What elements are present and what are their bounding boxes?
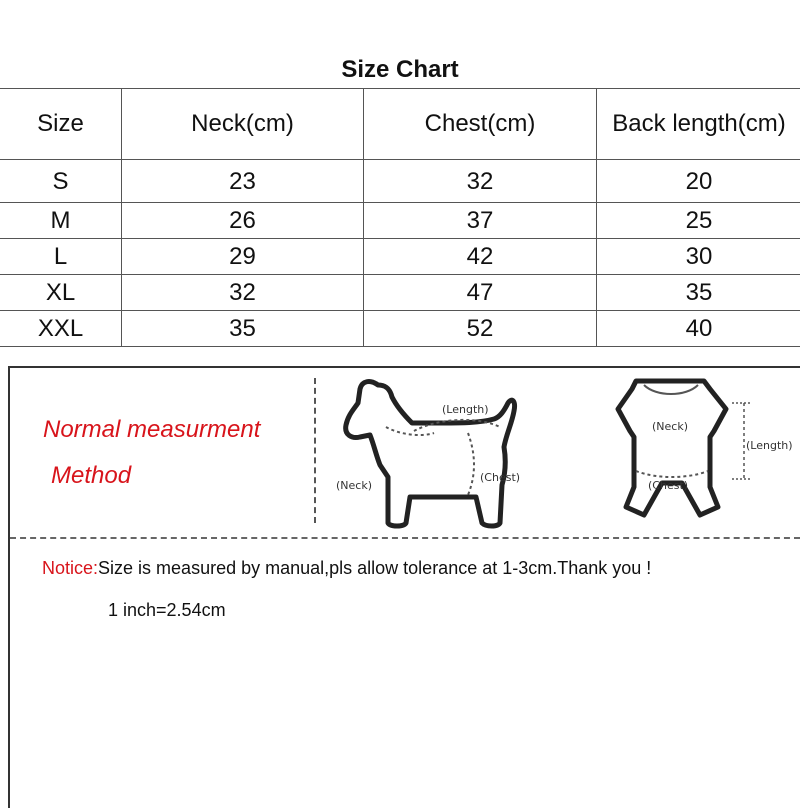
cell-size: L — [0, 239, 122, 275]
label-chest: (Chest) — [480, 471, 520, 484]
header-chest: Chest(cm) — [364, 89, 597, 160]
cell-neck: 35 — [122, 311, 364, 347]
cell-size: XL — [0, 275, 122, 311]
header-size: Size — [0, 89, 122, 160]
collar-curve — [644, 385, 698, 394]
table-row — [0, 311, 800, 347]
page-title: Size Chart — [0, 56, 800, 84]
table-row — [0, 239, 800, 275]
cell-back-length: 30 — [597, 239, 800, 275]
cell-chest: 37 — [364, 203, 597, 239]
cell-back-length: 20 — [597, 160, 800, 203]
label-neck: (Neck) — [336, 479, 372, 492]
label-neck: (Neck) — [652, 420, 688, 433]
cell-back-length: 25 — [597, 203, 800, 239]
table-row — [0, 160, 800, 203]
table-header-row — [0, 89, 800, 160]
cell-chest: 32 — [364, 160, 597, 203]
dog-side-diagram — [330, 375, 535, 535]
table-row — [0, 275, 800, 311]
cell-neck: 29 — [122, 239, 364, 275]
method-title-line2: Method — [51, 462, 131, 490]
chest-measure-line — [636, 471, 708, 477]
horizontal-divider — [10, 537, 800, 539]
cell-chest: 47 — [364, 275, 597, 311]
dog-outline — [346, 382, 515, 526]
cell-size: S — [0, 160, 122, 203]
table-row — [0, 203, 800, 239]
neck-measure-line — [386, 427, 434, 435]
chest-measure-line — [468, 433, 474, 495]
cell-size: M — [0, 203, 122, 239]
notice-prefix: Notice: — [42, 558, 98, 578]
label-length: (Length) — [442, 403, 489, 416]
label-chest: (Chest) — [648, 479, 688, 492]
notice-body: Size is measured by manual,pls allow tolerance at 1-3cm.Thank you ! — [98, 558, 651, 578]
vertical-divider — [314, 378, 316, 523]
cell-neck: 23 — [122, 160, 364, 203]
cell-neck: 26 — [122, 203, 364, 239]
cell-size: XXL — [0, 311, 122, 347]
notice-text — [42, 558, 651, 579]
cell-back-length: 40 — [597, 311, 800, 347]
cell-neck: 32 — [122, 275, 364, 311]
cell-chest: 52 — [364, 311, 597, 347]
header-neck: Neck(cm) — [122, 89, 364, 160]
method-title-line1: Normal measurment — [43, 416, 260, 444]
header-back-length: Back length(cm) — [597, 89, 800, 160]
cell-back-length: 35 — [597, 275, 800, 311]
label-length: (Length) — [746, 439, 793, 452]
garment-diagram — [600, 375, 800, 525]
garment-outline — [618, 381, 726, 515]
cell-chest: 42 — [364, 239, 597, 275]
size-table — [0, 88, 800, 347]
inch-conversion: 1 inch=2.54cm — [108, 600, 226, 621]
